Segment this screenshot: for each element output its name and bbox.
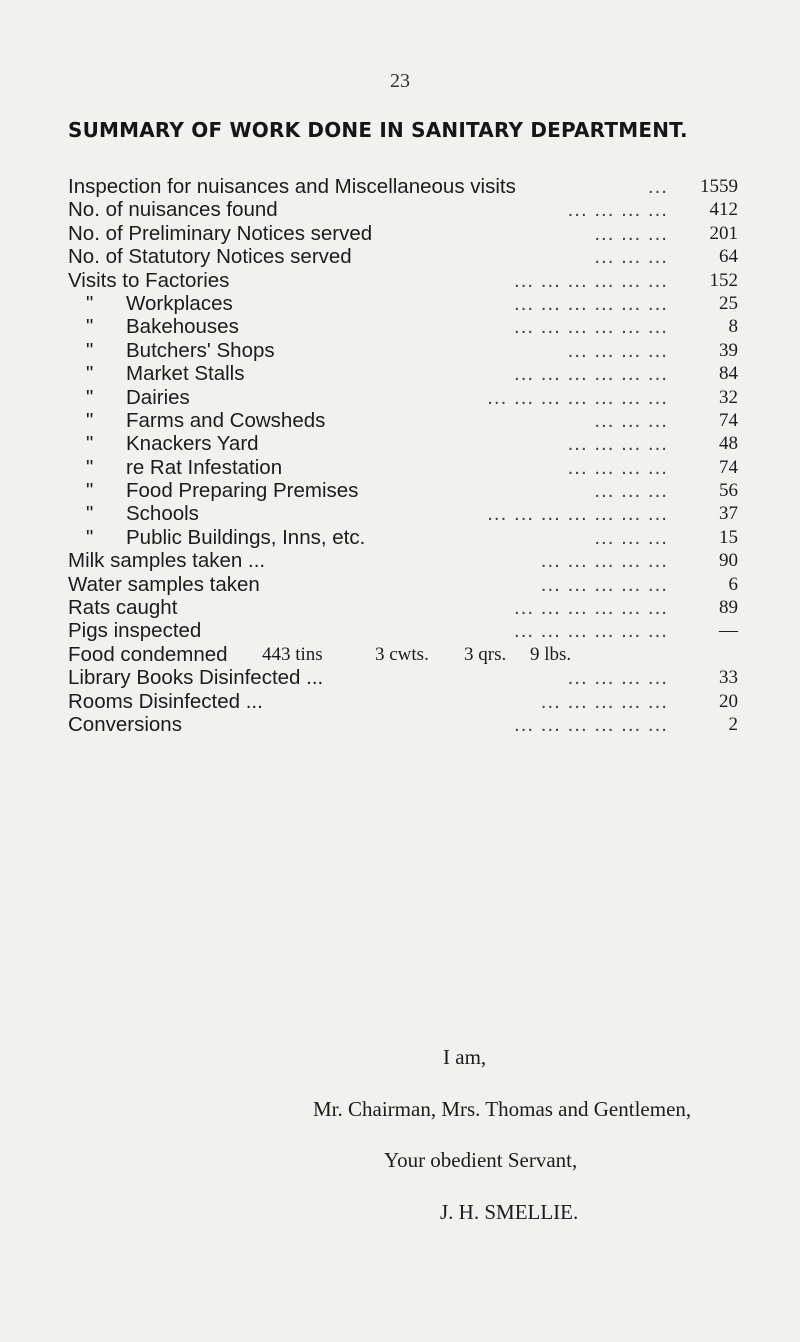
row-value: 74 <box>719 409 738 431</box>
leader-dots: ... ... ... ... <box>567 338 668 362</box>
row-label: Library Books Disinfected ... <box>68 666 324 690</box>
row-label: Milk samples taken ... <box>68 549 266 573</box>
table-row <box>68 619 738 642</box>
food-qrs: 3 qrs. <box>464 643 507 665</box>
closing-salutation: Mr. Chairman, Mrs. Thomas and Gentlemen, <box>313 1097 692 1121</box>
row-value: 15 <box>719 526 738 548</box>
row-label: Bakehouses <box>126 315 239 339</box>
row-value: 201 <box>709 222 738 244</box>
leader-dots: ... ... ... ... <box>567 432 668 456</box>
row-value: 20 <box>719 690 738 712</box>
row-label: Rats caught <box>68 596 178 620</box>
table-row <box>68 222 738 245</box>
row-label: No. of Statutory Notices served <box>68 245 352 269</box>
table-row <box>68 339 738 362</box>
row-value: 33 <box>719 667 738 689</box>
leader-dots: ... ... ... ... ... ... <box>514 268 668 292</box>
table-row <box>68 175 738 198</box>
row-label: Visits to Factories <box>68 268 230 292</box>
row-value: 90 <box>719 550 738 572</box>
row-value: 74 <box>719 456 738 478</box>
ditto-mark: " <box>86 385 94 409</box>
row-label: Farms and Cowsheds <box>126 408 326 432</box>
ditto-mark: " <box>86 455 94 479</box>
row-value: 64 <box>719 246 738 268</box>
row-label: No. of nuisances found <box>68 198 278 222</box>
row-label: Pigs inspected <box>68 619 202 643</box>
food-label: Food condemned <box>68 642 228 666</box>
row-value: 25 <box>719 292 738 314</box>
row-value: 2 <box>728 713 738 735</box>
row-label: Rooms Disinfected ... <box>68 689 263 713</box>
leader-dots: ... ... ... ... ... ... <box>514 712 668 736</box>
table-row <box>68 573 738 596</box>
table-row <box>68 456 738 479</box>
row-label: Schools <box>126 502 199 526</box>
table-row <box>68 292 738 315</box>
row-value: 37 <box>719 503 738 525</box>
row-value: 152 <box>709 269 738 291</box>
table-row <box>68 596 738 619</box>
row-label: Inspection for nuisances and Miscellaneous visits <box>68 175 516 198</box>
row-value: 39 <box>719 339 738 361</box>
row-value: — <box>719 620 738 642</box>
ditto-mark: " <box>86 525 94 549</box>
table-row <box>68 245 738 268</box>
ditto-mark: " <box>86 432 94 456</box>
closing-i-am: I am, <box>443 1045 487 1069</box>
leader-dots: ... <box>647 175 668 198</box>
row-label: Workplaces <box>126 291 233 315</box>
leader-dots: ... ... ... ... ... ... <box>514 619 668 643</box>
ditto-mark: " <box>86 502 94 526</box>
leader-dots: ... ... ... <box>594 479 668 503</box>
table-row <box>68 502 738 525</box>
table-row <box>68 386 738 409</box>
table-row <box>68 409 738 432</box>
ditto-mark: " <box>86 315 94 339</box>
signature: J. H. SMELLIE. <box>440 1200 579 1224</box>
table-row <box>68 666 738 689</box>
table-row <box>68 690 738 713</box>
row-value: 1559 <box>700 176 738 197</box>
page-title: SUMMARY OF WORK DONE IN SANITARY DEPARTMENT. <box>68 118 688 142</box>
table-row <box>68 526 738 549</box>
ditto-mark: " <box>86 479 94 503</box>
leader-dots: ... ... ... ... ... ... <box>514 315 668 339</box>
food-tins: 443 tins <box>262 643 323 665</box>
table-row <box>68 479 738 502</box>
row-label: re Rat Infestation <box>126 455 283 479</box>
page-number: 23 <box>390 70 410 92</box>
food-lbs: 9 lbs. <box>530 643 572 665</box>
row-label: Market Stalls <box>126 362 245 386</box>
row-value: 48 <box>719 433 738 455</box>
leader-dots: ... ... ... ... <box>567 666 668 690</box>
leader-dots: ... ... ... <box>594 525 668 549</box>
leader-dots: ... ... ... ... ... <box>540 549 668 573</box>
row-label: Water samples taken <box>68 572 260 596</box>
leader-dots: ... ... ... ... <box>567 198 668 222</box>
row-label: Public Buildings, Inns, etc. <box>126 525 366 549</box>
ditto-mark: " <box>86 408 94 432</box>
row-label: No. of Preliminary Notices served <box>68 221 373 245</box>
table-row-food-condemned <box>68 643 738 666</box>
leader-dots: ... ... ... ... ... ... ... <box>487 385 668 409</box>
ditto-mark: " <box>86 338 94 362</box>
ditto-mark: " <box>86 291 94 315</box>
closing-servant: Your obedient Servant, <box>384 1148 578 1172</box>
summary-table <box>68 175 738 736</box>
row-label: Butchers' Shops <box>126 338 275 362</box>
table-row <box>68 362 738 385</box>
row-label: Knackers Yard <box>126 432 259 456</box>
table-row <box>68 269 738 292</box>
table-row <box>68 549 738 572</box>
row-value: 6 <box>728 573 738 595</box>
leader-dots: ... ... ... ... ... ... ... <box>487 502 668 526</box>
leader-dots: ... ... ... ... <box>567 455 668 479</box>
row-value: 56 <box>719 480 738 502</box>
table-row <box>68 713 738 736</box>
leader-dots: ... ... ... <box>594 221 668 245</box>
row-value: 8 <box>728 316 738 338</box>
leader-dots: ... ... ... <box>594 245 668 269</box>
leader-dots: ... ... ... ... ... ... <box>514 362 668 386</box>
leader-dots: ... ... ... <box>594 408 668 432</box>
row-label: Conversions <box>68 712 182 736</box>
leader-dots: ... ... ... ... ... ... <box>514 291 668 315</box>
row-label: Food Preparing Premises <box>126 479 359 503</box>
row-value: 32 <box>719 386 738 408</box>
leader-dots: ... ... ... ... ... <box>540 572 668 596</box>
table-row <box>68 198 738 221</box>
food-cwts: 3 cwts. <box>375 643 429 665</box>
leader-dots: ... ... ... ... ... <box>540 689 668 713</box>
leader-dots: ... ... ... ... ... ... <box>514 596 668 620</box>
row-value: 89 <box>719 597 738 619</box>
row-value: 84 <box>719 363 738 385</box>
row-value: 412 <box>709 199 738 221</box>
table-row <box>68 315 738 338</box>
table-row <box>68 432 738 455</box>
ditto-mark: " <box>86 362 94 386</box>
row-label: Dairies <box>126 385 190 409</box>
